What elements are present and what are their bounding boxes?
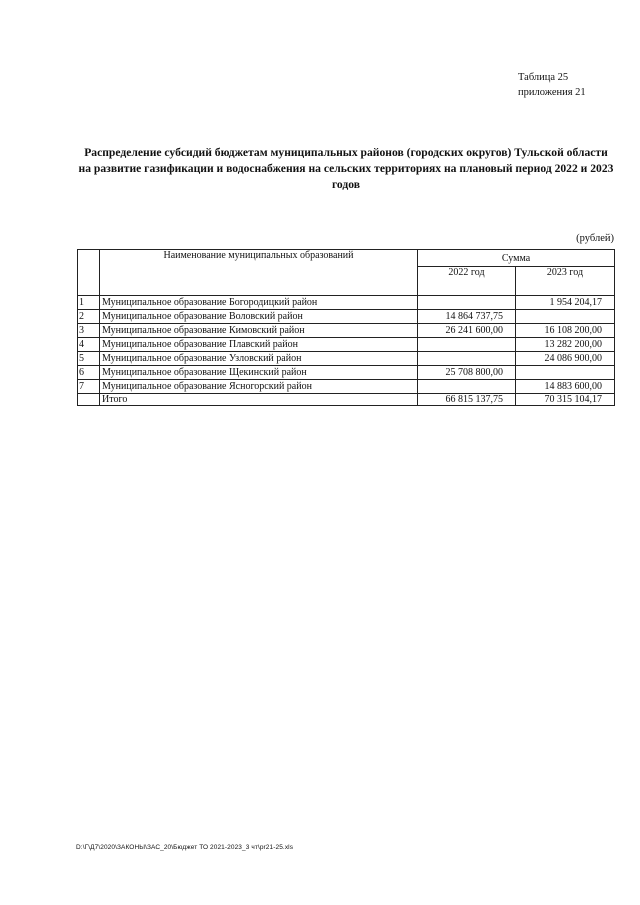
table-row bbox=[78, 324, 615, 338]
table-row bbox=[78, 352, 615, 366]
header-2022-cell: 2022 год bbox=[418, 267, 516, 296]
table-row bbox=[78, 380, 615, 394]
row-2023-cell bbox=[516, 310, 615, 324]
row-2022-cell bbox=[418, 296, 516, 310]
row-2023-cell: 14 883 600,00 bbox=[516, 380, 615, 394]
header-sum-cell: Сумма bbox=[418, 250, 615, 267]
header-name-cell: Наименование муниципальных образований bbox=[100, 250, 418, 296]
row-number-cell: 6 bbox=[78, 366, 100, 380]
total-number-cell bbox=[78, 394, 100, 406]
table-row bbox=[78, 310, 615, 324]
row-number-cell: 7 bbox=[78, 380, 100, 394]
header-2023-cell: 2023 год bbox=[516, 267, 615, 296]
row-name-cell: Муниципальное образование Богородицкий район bbox=[100, 296, 418, 310]
table-row bbox=[78, 338, 615, 352]
row-2022-cell bbox=[418, 338, 516, 352]
row-name-cell: Муниципальное образование Щекинский район bbox=[100, 366, 418, 380]
row-2022-cell bbox=[418, 352, 516, 366]
total-row bbox=[78, 394, 615, 406]
row-2023-cell: 13 282 200,00 bbox=[516, 338, 615, 352]
subsidy-table bbox=[77, 249, 615, 406]
header-row bbox=[78, 250, 615, 267]
row-name-cell: Муниципальное образование Воловский район bbox=[100, 310, 418, 324]
table-reference bbox=[518, 70, 586, 100]
row-2023-cell: 24 086 900,00 bbox=[516, 352, 615, 366]
table-row bbox=[78, 296, 615, 310]
row-name-cell: Муниципальное образование Кимовский район bbox=[100, 324, 418, 338]
table-row bbox=[78, 366, 615, 380]
reference-table-number: Таблица 25 bbox=[518, 72, 569, 83]
document-title: Распределение субсидий бюджетам муниципальных районов (городских округов) Тульской области на развитие газификации и водоснабжения на сельских территориях на плановый период 2022 и 2023 годов bbox=[78, 146, 614, 191]
row-number-cell: 2 bbox=[78, 310, 100, 324]
row-number-cell: 1 bbox=[78, 296, 100, 310]
row-2022-cell: 25 708 800,00 bbox=[418, 366, 516, 380]
reference-appendix: приложения 21 bbox=[518, 87, 586, 98]
row-name-cell: Муниципальное образование Плавский район bbox=[100, 338, 418, 352]
row-2022-cell bbox=[418, 380, 516, 394]
row-2023-cell: 1 954 204,17 bbox=[516, 296, 615, 310]
row-name-cell: Муниципальное образование Узловский район bbox=[100, 352, 418, 366]
row-name-cell: Муниципальное образование Ясногорский район bbox=[100, 380, 418, 394]
total-2022-cell: 66 815 137,75 bbox=[418, 394, 516, 406]
row-2022-cell: 14 864 737,75 bbox=[418, 310, 516, 324]
units-label: (рублей) bbox=[576, 233, 614, 244]
file-path-footer: D:\Г\Д7\2020\ЗАКОНЫ\ЗАС_20\Бюджет ТО 2021-2023_3 чт\pr21-25.xls bbox=[76, 844, 294, 851]
total-2023-cell: 70 315 104,17 bbox=[516, 394, 615, 406]
row-2022-cell: 26 241 600,00 bbox=[418, 324, 516, 338]
row-number-cell: 3 bbox=[78, 324, 100, 338]
header-number-cell bbox=[78, 250, 100, 296]
total-label-cell: Итого bbox=[100, 394, 418, 406]
row-2023-cell bbox=[516, 366, 615, 380]
row-number-cell: 4 bbox=[78, 338, 100, 352]
row-number-cell: 5 bbox=[78, 352, 100, 366]
row-2023-cell: 16 108 200,00 bbox=[516, 324, 615, 338]
